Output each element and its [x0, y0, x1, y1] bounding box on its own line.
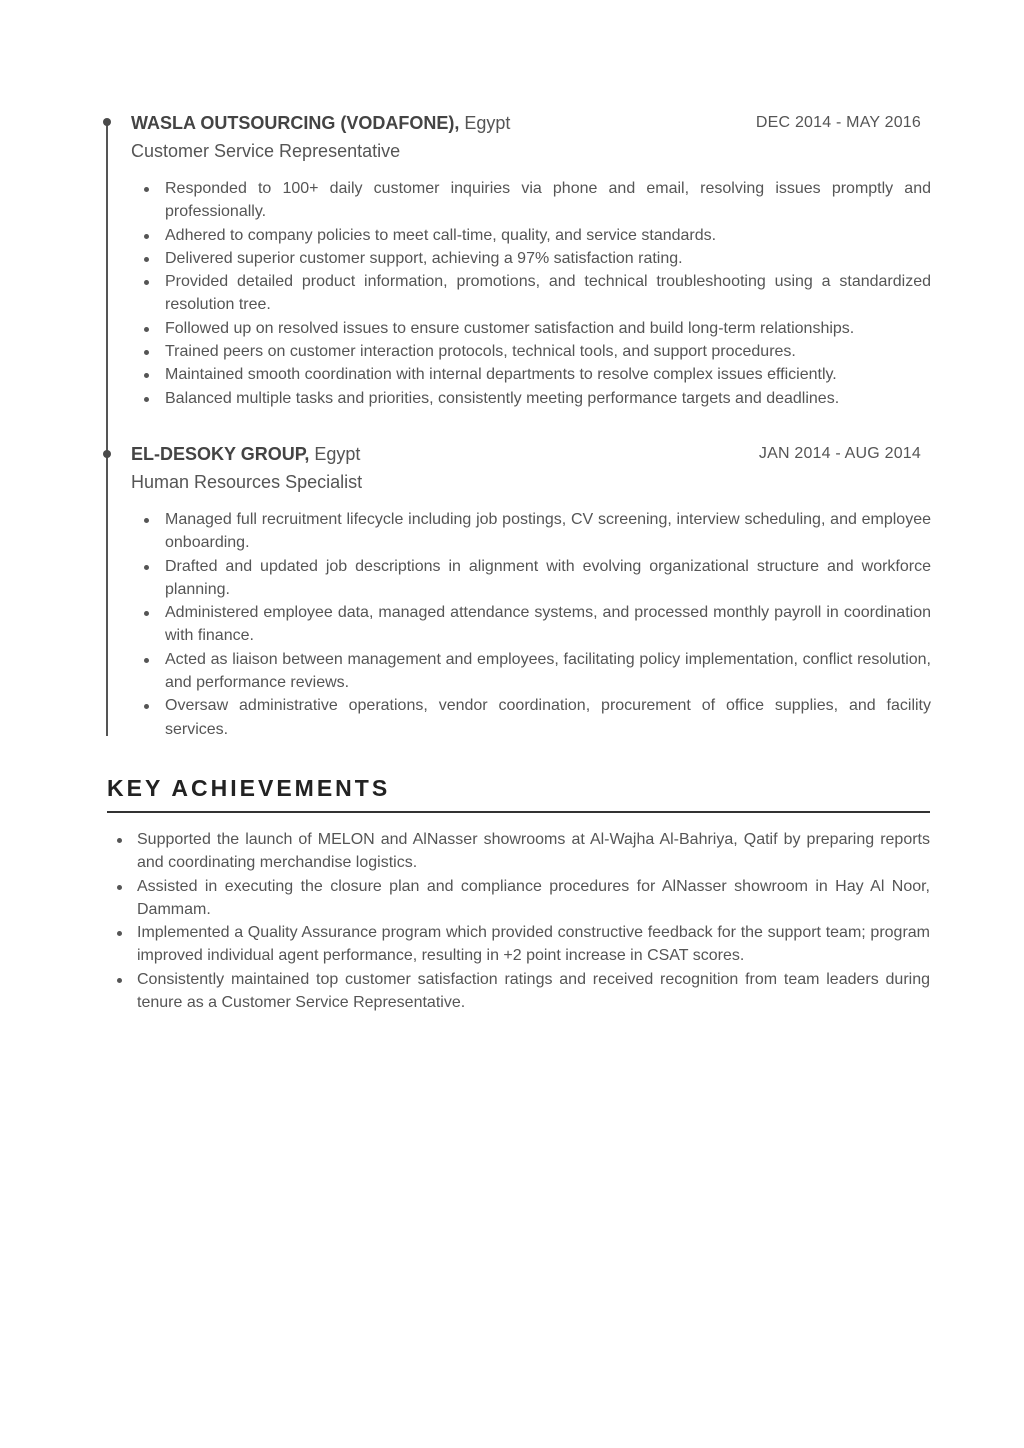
list-item: Oversaw administrative operations, vendor coordination, procurement of office supplies, and facility services.: [131, 694, 931, 741]
list-item: Followed up on resolved issues to ensure customer satisfaction and build long-term relationships.: [131, 317, 931, 340]
company-location: Egypt: [464, 113, 511, 133]
experience-entry: [131, 442, 931, 741]
company-location: Egypt: [314, 444, 361, 464]
list-item: Balanced multiple tasks and priorities, consistently meeting performance targets and deadlines.: [131, 387, 931, 410]
experience-entry: [131, 111, 931, 410]
section-heading: KEY ACHIEVEMENTS: [107, 775, 391, 801]
job-duties: [131, 508, 931, 741]
achievements-list: [107, 828, 930, 1014]
job-duties: [131, 177, 931, 410]
achievements-section: [107, 828, 930, 1014]
job-title: Human Resources Specialist: [131, 472, 363, 492]
timeline-dot: [103, 450, 111, 458]
timeline-line: [106, 120, 108, 736]
job-title: Customer Service Representative: [131, 141, 401, 161]
list-item: Acted as liaison between management and employees, facilitating policy implementation, conflict resolution, and performance reviews.: [131, 648, 931, 695]
company-name: EL-DESOKY GROUP,: [131, 444, 310, 464]
list-item: Consistently maintained top customer satisfaction ratings and received recognition from team leaders during tenure as a Customer Service Representative.: [107, 968, 930, 1015]
list-item: Responded to 100+ daily customer inquiries via phone and email, resolving issues promptly and professionally.: [131, 177, 931, 224]
list-item: Supported the launch of MELON and AlNasser showrooms at Al-Wajha Al-Bahriya, Qatif by preparing reports and coordinating merchandise logistics.: [107, 828, 930, 875]
job-dates: DEC 2014 - MAY 2016: [755, 114, 921, 131]
list-item: Implemented a Quality Assurance program which provided constructive feedback for the support team; program improved individual agent performance, resulting in +2 point increase in CSAT scores.: [107, 921, 930, 968]
company-name: WASLA OUTSOURCING (VODAFONE),: [131, 113, 460, 133]
list-item: Managed full recruitment lifecycle including job postings, CV screening, interview scheduling, and employee onboarding.: [131, 508, 931, 555]
job-header: [131, 111, 931, 137]
list-item: Trained peers on customer interaction protocols, technical tools, and support procedures.: [131, 340, 931, 363]
section-divider: [107, 811, 930, 813]
job-dates: JAN 2014 - AUG 2014: [758, 445, 921, 462]
list-item: Administered employee data, managed attendance systems, and processed monthly payroll in coordination with finance.: [131, 601, 931, 648]
list-item: Provided detailed product information, promotions, and technical troubleshooting using a standardized resolution tree.: [131, 270, 931, 317]
list-item: Assisted in executing the closure plan and compliance procedures for AlNasser showroom in Hay Al Noor, Dammam.: [107, 875, 930, 922]
list-item: Maintained smooth coordination with internal departments to resolve complex issues efficiently.: [131, 363, 931, 386]
list-item: Drafted and updated job descriptions in alignment with evolving organizational structure and workforce planning.: [131, 555, 931, 602]
job-header: [131, 442, 931, 468]
timeline-dot: [103, 118, 111, 126]
list-item: Adhered to company policies to meet call-time, quality, and service standards.: [131, 224, 931, 247]
list-item: Delivered superior customer support, achieving a 97% satisfaction rating.: [131, 247, 931, 270]
